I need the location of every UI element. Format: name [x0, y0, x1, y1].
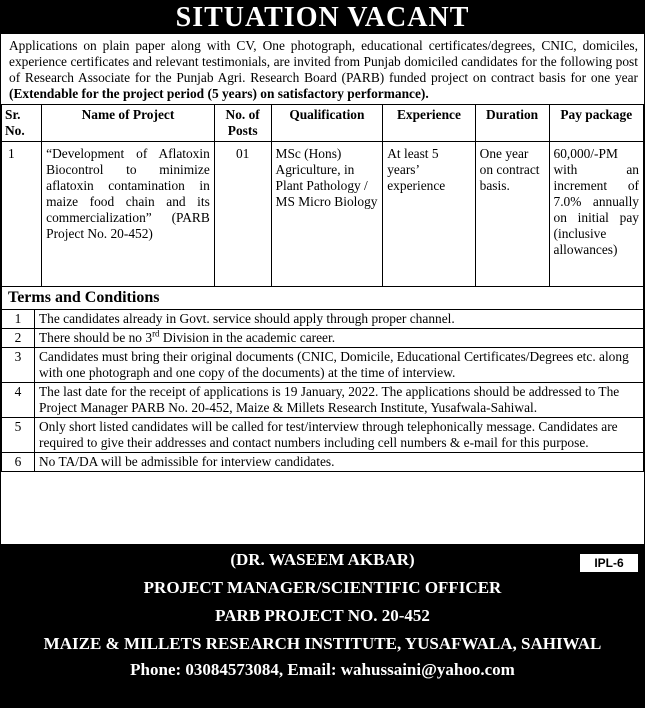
- signatory-name: (DR. WASEEM AKBAR): [230, 550, 415, 569]
- header-duration: Duration: [475, 105, 549, 142]
- cell-sr-no: 1: [2, 142, 42, 287]
- list-item: [2, 383, 644, 418]
- vacancy-table: [1, 104, 644, 287]
- header-pay-package: Pay package: [549, 105, 643, 142]
- cell-experience: At least 5 years’ experience: [383, 142, 475, 287]
- term-number: 2: [2, 329, 35, 348]
- header-experience: Experience: [383, 105, 475, 142]
- term-text: The candidates already in Govt. service should apply through proper channel.: [35, 310, 644, 329]
- header-qualification: Qualification: [271, 105, 383, 142]
- term-superscript: rd: [152, 328, 160, 339]
- cell-duration: One year on contract basis.: [475, 142, 549, 287]
- cell-posts: 01: [214, 142, 271, 287]
- contact-info: Phone: 03084573084, Email: wahussaini@yahoo.com: [130, 660, 515, 679]
- terms-table: [1, 309, 644, 472]
- cell-pay-package: 60,000/-PM with an increment of 7.0% annually on initial pay (inclusive allowances): [549, 142, 643, 287]
- list-item: [2, 329, 644, 348]
- term-text: No TA/DA will be admissible for interview candidates.: [35, 453, 644, 472]
- list-item: [2, 453, 644, 472]
- header-project-name: Name of Project: [42, 105, 215, 142]
- term-number: 1: [2, 310, 35, 329]
- footer-signature-block: [1, 544, 644, 707]
- institute-address: MAIZE & MILLETS RESEARCH INSTITUTE, YUSAFWALA, SAHIWAL: [43, 634, 602, 653]
- signatory-designation: PROJECT MANAGER/SCIENTIFIC OFFICER: [143, 578, 502, 597]
- terms-heading: Terms and Conditions: [1, 287, 644, 309]
- project-number: PARB PROJECT NO. 20-452: [215, 606, 430, 625]
- term-number: 5: [2, 418, 35, 453]
- ipl-badge: IPL-6: [580, 554, 638, 572]
- intro-paragraph: [1, 34, 644, 102]
- table-header-row: [2, 105, 644, 142]
- term-text: Candidates must bring their original documents (CNIC, Domicile, Educational Certificates/Degrees etc. along with one photograph and one copy of the documents) at the time of interview.: [35, 348, 644, 383]
- term-text: [35, 329, 644, 348]
- table-row: [2, 142, 644, 287]
- term-text: The last date for the receipt of applications is 19 January, 2022. The applications should be addressed to The Project Manager PARB No. 20-452, Maize & Millets Research Institute, Yusafwala-Sahiwal.: [35, 383, 644, 418]
- intro-text: Applications on plain paper along with CV, One photograph, educational certificates/degrees, CNIC, domiciles, experience certificates and relevant testimonials, are invited from Punjab domiciled candidates for the following post of Research Associate for the Punjab Agri. Research Board (PARB) funded project on contract basis for one year: [9, 38, 638, 85]
- cell-project-name: “Development of Aflatoxin Biocontrol to minimize aflatoxin contamination in maize food chain and its commercialization” (PARB Project No. 20-452): [42, 142, 215, 287]
- term-number: 6: [2, 453, 35, 472]
- intro-bold-text: (Extendable for the project period (5 years) on satisfactory performance).: [9, 86, 429, 101]
- header-sr-no: Sr. No.: [2, 105, 42, 142]
- term-number: 3: [2, 348, 35, 383]
- term-text: Only short listed candidates will be called for test/interview through telephonically message. Candidates are required to give their addresses and contact numbers including cell numbers & e-mail for this purpose.: [35, 418, 644, 453]
- page-title: SITUATION VACANT: [1, 1, 644, 34]
- term-text-part: There should be no 3: [39, 330, 153, 345]
- header-posts: No. of Posts: [214, 105, 271, 142]
- term-number: 4: [2, 383, 35, 418]
- list-item: [2, 310, 644, 329]
- list-item: [2, 348, 644, 383]
- term-text-part: Division in the academic career.: [159, 330, 336, 345]
- cell-qualification: MSc (Hons) Agriculture, in Plant Pathology / MS Micro Biology: [271, 142, 383, 287]
- list-item: [2, 418, 644, 453]
